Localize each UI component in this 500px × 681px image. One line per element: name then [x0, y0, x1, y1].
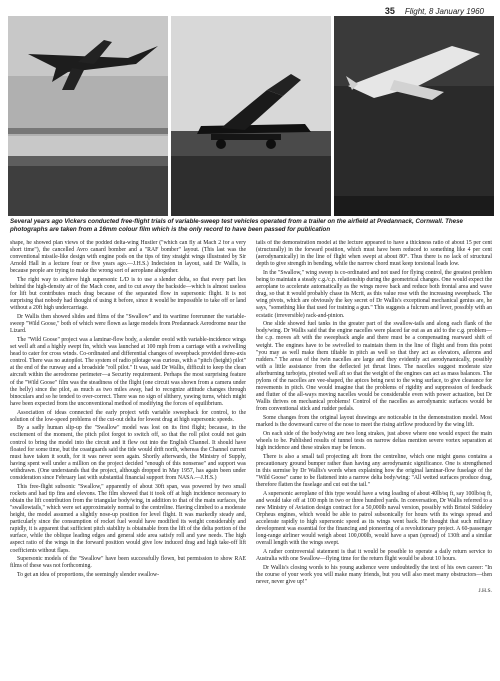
paragraph: One slide showed fuel tanks in the greater part of the swallow-tails and along each flank of the body/wing. Dr Wallis said that the engine nacelles were placed far out as an aid to the c.g. problem—the c.p. moves aft with the sweepback angle and there must be a compensating rearward shift of weight. The engines have to be swivelled to maintain them in the line of flight and from this point "you may as well make them tiltable in pitch as well so that they act as elevators, ailerons and rudders." The areas of the twin nacelles are large and they evidently act aerodynamically, possibly with a little assistance from the deflected jet thrust lines. The nacelles suggest moderate size afterburning turbojets, pivoted well aft so that the weight of the engines can act as mass balances. The pylons of the nacelles are vee-shaped, the apices being next to the wing surface, to give clearance for movements in pitch. One would imagine that the problems of rigidity and suppression of feedback and flutter of the all-ways moving nacelles would be considerable even with power actuation, but Dr Wallis thrives on mechanical problems! Control of the nacelles as aerodynamic surfaces would be from conventional stick and rudder pedals.: [256, 321, 492, 413]
article-column-left: [10, 240, 246, 676]
photo-model-in-flight: [334, 16, 494, 216]
page-number: 35: [384, 6, 395, 16]
paragraph: Some changes from the original layout drawings are noticeable in the demonstration model. Most marked is the downward curve of the nose to meet the rising airflow produced by the wing lift.: [256, 415, 492, 429]
paragraph: This free-flight subsonic "Swallow," apparently of about 30ft span, was powered by two small rockets and had tip fins and elevons. The film showed that it took off at high incidence necessary to obtain the lift contribution from the triangular body/wing, in addition to that of the main surfaces, the "swallowtails," which were set approximately normal to the centreline. Having climbed to a moderate height, the model assumed a slightly nose-up position for level flight. It was markedly steady and, particularly since the consumption of rocket fuel would have modified its weight considerably and rapidly, it is apparent that sufficient pitch stability is obtainable from the lift of the delta portion of the surface, while the oblique leading edges and general side area satisfy roll and yaw needs. The high aspect ratio of the wings in the forward position would give low induced drag and high take-off lift coefficients without flaps.: [10, 483, 246, 554]
paragraph: A supersonic aeroplane of this type would have a wing loading of about 40lb/sq ft, say 100lb/sq ft, and would take off at 100 mph in two or three hundred yards. In conversation, Dr Wallis referred to a new Ministry of Aviation design contract for a 50,000lb naval version, possibly with Bristol Siddeley Orpheus engines, which would be able to patrol subsonically for hours with its wings spread and accelerate rapidly to high supersonic speed as its wings went back. He thought that such military development was essential for the financing and pioneering of a revolutionary project. A 60-passenger long-range airliner would weigh about 100,000lb, would have a span (spread) of 130ft and a similar overall length with the wings swept.: [256, 490, 492, 547]
paragraph: The right way to achieve high supersonic L/D is to use a slender delta, so that every part lies behind the high-density air of the Mach cone, and to cut away the backside—which is almost useless for lift but contributes much drag because of the separated flow in supersonic flight. It is not surprising that nobody had thought of using it before, since it would be impossible to take off or land without a 20ft high undercarriage.: [10, 277, 246, 312]
paragraph: To get an idea of proportions, the seemingly slender swallow-: [17, 571, 160, 578]
paragraph: shape, he showed plan views of the podded delta-wing Hustler ("which can fly at Mach 2 for a very short time"), the cancelled Avro canard bomber and a "RAF bomber" layout. (This last was the conventional missile-like design with engine pods on the tips of tiny straight wings illustrated by Sir Arnold Hall in a lecture four or five years ago.—J.H.S.) Indecision in layout, said Dr Wallis, is because people are trying to make the wrong sort of aeroplane altogether.: [10, 240, 246, 275]
paragraph: Dr Wallis's closing words to his young audience were undoubtedly the text of his own career: "In the course of your work you will make many friends, but you will also meet many obstructors—then never, never give up!": [256, 564, 492, 586]
paragraph: Association of ideas connected the early project with variable sweepback for control, to the solution of the low-speed problems of the cut-out delta for lowest drag at high supersonic speeds.: [10, 409, 246, 423]
paragraph: The "Wild Goose" project was a laminar-flow body, a slender ovoid with variable-incidence wings set well aft and a highly swept fin, which was launched at 100 mph from a carriage with a swivelling head to cater for cross winds. Co-ordinated and differential changes of sweepback provided three-axis control. There was no autopilot. The system of radio pilotage was curious, with a "pitch (height) pilot" at the end of the runway and a broadside "roll pilot." It was, said Dr Wallis, difficult to keep the clean aircraft within the aerodrome perimeter—a Security requirement. Perhaps the most surprising feature of the "Wild Goose" film was the steadiness of the flight (one circuit was shown from a camera under the belly) since the pilot, as much as two miles away, had to recognize attitude changes through binoculars and so he tended to over-correct. There was no sign of slithery, yawing turns, which might have been expected from the unconventional method of modifying the forces of equilibrium.: [10, 337, 246, 407]
page-header: [385, 6, 484, 16]
photo-image-3: [334, 16, 494, 216]
photo-image-2: [171, 16, 331, 216]
paragraph: On each side of the body/wing are two long strakes, just above where one would expect the main wheels to be. Published results of tunnel tests on narrow deltas mention severe vortex separation at high incidence and these strakes may be fences.: [256, 430, 492, 451]
paragraph: Supersonic models of the "Swallow" have been successfully flown, but permission to show RAE films of these was not forthcoming.: [10, 556, 246, 570]
paragraph: tails of the demonstration model at the lecture appeared to have a thickness ratio of about 15 per cent (structurally) in the forward position, which must have been reduced to something like 4 per cent (aerodynamically) in the line of flight when swept at about 80°. Thus there is no lack of structural depth to give strength in bending, while the narrow chord must keep torsional loads low.: [256, 240, 492, 268]
paragraph: A rather controversial statement is that it would be possible to operate a daily return service to Australia with one Swallow—flying time for the return flight would be about 10 hours.: [256, 549, 492, 563]
author-initials: J.H.S.: [478, 587, 492, 594]
paragraph: By a sadly human slip-up the "Swallow" model was lost on its first flight; because, in the excitement of the moment, the pitch pilot forgot to switch off, so that the roll pilot could not gain control to bring the model into the circuit and it flew out into the English Channel. It should have floated for some time, but the coastguards said the tide would drift north, whereas the Channel current must have taken it south, for it was never seen again. Shortly afterwards, the Ministry of Supply, having spent well under a million on the project decided "enough of this nonsense" and support was withdrawn. (One understands that the project, although dropped in May 1957, has again been under consideration since February last with substantial financial support from NASA.—J.H.S.): [10, 425, 246, 481]
photo-launch-trailer: [171, 16, 331, 216]
publication-line: Flight, 8 January 1960: [404, 7, 484, 16]
paragraph: There is also a small tail projecting aft from the centreline, which one might guess contains a precautionary ground bumper rather than having any aerodynamic significance. One is strengthened in this surmise by Dr Wallis's words when explaining how the original laminar-flow fuselage of the "Wild Goose" came to be flattened into a narrow delta body/wing: "All wetted surfaces produce drag, therefore flatten the fuselage and cut out the tail.": [256, 453, 492, 489]
photo-caption: Several years ago Vickers conducted free-flight trials of variable-sweep test vehicles operated from a trailer on the airfield at Predannack, Cornwall. These photographs are taken from a 16mm colour film which is the only record to have been passed for publication: [10, 218, 463, 233]
paragraph: In the "Swallow," wing sweep is co-ordinated and not used for flying control, the greatest problem being to maintain a steady c.g./c.p. relationship during the geometrical changes. One would expect the aeroplane to accelerate automatically as the wings move back and reduce both frontal area and wave drag, so that it would probably chase its Mcrit, as this value rose with the increasing sweepback. The wing pivots, which are obviously the key secret of Dr Wallis's exceptional mechanical genius are, he says, "something like that used for training a gun." This suggests a fulcrum and lever, possibly with an ecstatic (irreversible) rack-and-pinion.: [256, 269, 492, 319]
article-column-right: [256, 240, 492, 676]
article-body: [10, 240, 492, 676]
paragraph: Dr Wallis then showed slides and films of the "Swallow" and its wartime forerunner the variable-sweep "Wild Goose," both of which were flown as large models from Predannack Aerodrome near the Lizard.: [10, 314, 246, 335]
photo-image-1: [8, 16, 168, 216]
photo-model-over-airfield: [8, 16, 168, 216]
photo-strip: [8, 16, 494, 216]
